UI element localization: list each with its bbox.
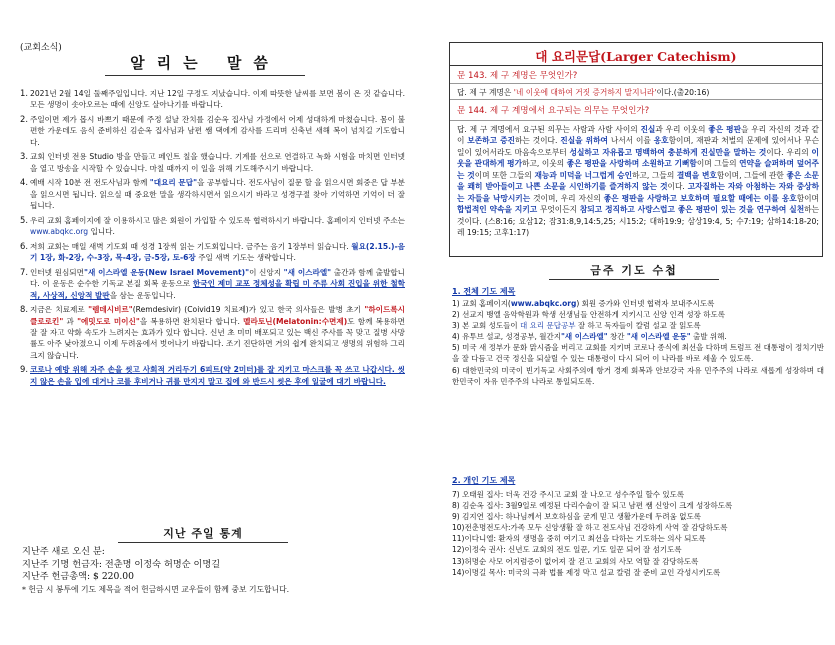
notice-number: 9. bbox=[20, 364, 28, 375]
answer-highlight: 이웃을 관대하게 평가 bbox=[457, 147, 819, 169]
stats-line: 지난주 새로 오신 분: bbox=[22, 546, 105, 557]
prayer-item bbox=[452, 309, 824, 320]
homepage-link[interactable]: www.abqkc.org bbox=[510, 299, 577, 308]
answer-highlight: 진실을 위하여 bbox=[560, 136, 608, 146]
divider bbox=[450, 99, 822, 100]
answer-highlight: 합법적인 약속을 지키고 bbox=[457, 205, 538, 215]
covid-notice-text: 코로나 예방 위해 자주 손을 씻고 사회적 거리두기 6피트(약 2미터)를 잘 지키고 마스크를 꼭 쓰고 나갑시다. 씻지 않은 손을 입에 대거나 코를 후비거나 귀를 만지지 말고 집에 와 반드시 씻은 후에 일굴에 대기 바랍니다. bbox=[30, 365, 405, 386]
prayer-highlight: 대 요리 문답공부 bbox=[519, 321, 576, 331]
notice-text: 을 삼는 운동입니다. bbox=[109, 290, 176, 300]
catechism-box bbox=[449, 42, 823, 257]
answer-text: 과 우리 이웃의 bbox=[655, 125, 709, 134]
answer-text: 나서서 이를 bbox=[607, 136, 654, 146]
prayer-text: 1) 교회 홈페이지( bbox=[452, 299, 511, 308]
answer-highlight: 재능과 미덕을 너그럽게 승인 bbox=[534, 170, 633, 180]
general-prayer-list bbox=[452, 298, 824, 387]
prayer-text: 창간 bbox=[607, 332, 627, 342]
notice-list bbox=[20, 88, 405, 390]
answer-144 bbox=[457, 124, 819, 239]
prayer-item: 9) 김지연 집사: 하나님께서 보호하심을 굳게 믿고 생활가운데 두려움 없도록 bbox=[452, 512, 702, 522]
notice-item bbox=[20, 364, 405, 387]
answer-text: 것이며, 우리 자신의 bbox=[530, 193, 604, 203]
answer-text: 무엇이든지 bbox=[537, 205, 580, 215]
answer-highlight: 좋은 평판을 사랑하며 소원하고 기뻐함 bbox=[566, 159, 697, 169]
reading-schedule: 월요(2.15.)-음기 1장, 화-2장, 수-3장, 목-4장, 금-5장, 토-6장 bbox=[30, 241, 405, 263]
drug-name: "렘데시비르" bbox=[88, 305, 133, 315]
notice-text: 2021년 2월 14일 둘째주일입니다. 지난 12일 구정도 지났습니다. 이제 따뜻한 날씨를 보면 봄이 온 것 같습니다. 모든 생명이 솟아오르는 때에 신앙도 살아나기를 바랍니다. bbox=[30, 89, 405, 110]
notice-text: (Remdesivir) (Coivid19 치료제)가 있고 한국 의사들은 발병 초기 bbox=[132, 305, 365, 315]
prayer-title: 금주 기도 수첩 bbox=[549, 262, 719, 280]
prayer-text: 출발 위해. bbox=[690, 332, 727, 342]
homepage-link[interactable]: www.abqkc.org bbox=[30, 227, 89, 237]
prayer-item bbox=[452, 365, 824, 387]
question-143: 문 143. 제 구 계명은 무엇인가? bbox=[457, 71, 578, 81]
answer-143 bbox=[457, 87, 819, 98]
drug-name: "하이드록시 클로로킨" bbox=[30, 305, 405, 326]
answer-text: 이다. 우리의 bbox=[766, 147, 812, 157]
notice-item bbox=[20, 151, 405, 174]
stats-title: 지난 주일 통계 bbox=[118, 525, 288, 543]
answer-highlight: 결백을 변호 bbox=[676, 170, 717, 180]
notice-text: 을 공부합니다. 전도사님이 질문 할 을 읽으시면 회중은 답 부분을 읽으시면 됩니다. 읽으실 때 중요한 말을 생각하시면서 읽으시기 바라고 성경구절 찾아 기억하면 기억이 더 잘 됩니다. bbox=[30, 178, 405, 211]
answer-highlight: 보존하고 증진 bbox=[467, 136, 515, 146]
notice-text: 예배 시작 10분 전 전도사님과 함께 bbox=[30, 178, 150, 188]
answer-text: 함이며, 재판과 처벌의 문제에 있어서나 무슨 일이 있어서라도 마음속으로부터 bbox=[457, 136, 820, 157]
notice-item bbox=[20, 267, 405, 301]
answer-text: 이며 그들의 bbox=[696, 159, 740, 169]
magazine-name: "새 이스라엘" bbox=[283, 267, 332, 277]
notice-number: 4. bbox=[20, 177, 28, 188]
notice-number: 2. bbox=[20, 114, 28, 124]
answer-text: 이며 또한 그들의 bbox=[474, 170, 535, 180]
prayer-item: 12)이정숙 권사: 신년도 교회의 전도 일꾼, 기도 일꾼 되어 잘 섬기도록 bbox=[452, 545, 682, 555]
notice-text: 주일 새벽 기도는 생략합니다. bbox=[195, 253, 296, 263]
divider bbox=[450, 65, 822, 66]
notice-item bbox=[20, 215, 405, 238]
prayer-item: 10)전춘명전도사:가족 모두 신앙생활 잘 하고 전도사님 건강하게 사역 잘 감당하도록 bbox=[452, 523, 728, 533]
notice-number: 1. bbox=[20, 88, 28, 98]
answer-text: 함이며, 그들에 관한 bbox=[716, 170, 787, 180]
stats-list bbox=[22, 546, 289, 596]
drug-name: "에밋도로 미이신" bbox=[77, 316, 140, 326]
question-144: 문 144. 제 구 계명에서 요구되는 의무는 무엇인가? bbox=[457, 106, 650, 116]
stats-note: * 헌금 시 봉투에 기도 제목을 적어 헌금하시면 교우들이 함께 중보 기도합니다. bbox=[22, 584, 290, 594]
prayer-item bbox=[452, 331, 824, 342]
notice-number: 5. bbox=[20, 214, 28, 225]
prayer-highlight: "새 이스라엘" bbox=[560, 332, 608, 342]
prayer-text: 5) 미국 새 정부가 문화 맑시즘을 버리고 교회를 지키며 코로나 종식에 최선을 다하며 트럼프 전 대통령이 정치기반을 잘 다듬고 건국 정신을 되살릴 수 있는 대통령이 다시 되어 이 나라를 바로 세울 수 있도록. bbox=[452, 343, 824, 364]
answer-text: 함이며 bbox=[796, 193, 819, 203]
notice-text: 인터넷 원심되면 bbox=[30, 267, 84, 277]
answer-text: 하고, 그들의 bbox=[632, 170, 677, 180]
notice-item bbox=[20, 88, 405, 111]
prayer-item: 7) 오태원 집사: 더욱 건강 주시고 교회 잘 나오고 성수주일 할수 있도록 bbox=[452, 490, 685, 499]
answer-highlight: 좋은 소문을 쾌히 받아들이고 나쁜 소문을 시인하기를 즐겨하지 않는 것 bbox=[457, 170, 819, 192]
notice-text: 도 함께 복용하면 잘 잘 자고 약화 속도가 느려지는 효과가 있다 합니다. 신년 초 미미 배포되고 있는 백신 주사를 꼭 맞고 질병 사망률도 아주 낮아졌으니 이제 두려움에서 벗어나기 바랍니다. 조기 진단하면 거의 쉽게 완치되고 생명의 위험하 그리 크지 않습니다. bbox=[30, 316, 405, 360]
answer-text: 하는 것이다. (스8:16; 요삼12; 잠31:8,9,14:5,25; 시15:2; 대하19:9; 삼상19:4, 5; 수7:19; 삼하14:18-20; 레 19:15; 고후1:17) bbox=[457, 205, 819, 238]
prayer-highlight: "새 이스라엘 운동" bbox=[626, 332, 691, 342]
answer-text: 답. 제 구 계명은 bbox=[457, 88, 514, 97]
prayer-text: ) 회원 증가와 인터넷 협력자 보내주시도록 bbox=[576, 299, 715, 308]
divider bbox=[450, 120, 822, 121]
answer-highlight: 성실하고 자유롭고 명백하여 충분하게 진실만을 말하는 것 bbox=[569, 147, 767, 157]
prayer-text: 4) 유투브 설교, 성경공부, 월간지 bbox=[452, 332, 561, 342]
answer-highlight: 좋은 평판 bbox=[708, 125, 741, 134]
notice-text: 우리 교회 홈페이지에 잘 이용하시고 많은 회원이 가입할 수 있도록 협력하시기 바랍니다. 홈페이지 인터넷 주소는 bbox=[30, 215, 405, 225]
movement-name: "새 이스라엘 운동(New Israel Movement)" bbox=[83, 267, 250, 277]
notice-number: 6. bbox=[20, 240, 28, 251]
answer-highlight: 좋은 평판을 사랑하고 보호하며 필요할 때에는 이를 옹호 bbox=[603, 193, 797, 203]
prayer-item bbox=[452, 298, 824, 309]
notice-text: 지금은 치료제로 bbox=[30, 305, 89, 315]
answer-text: 답. 제 구 계명에서 요구된 의무는 사람과 사람 사이의 bbox=[457, 125, 641, 134]
catechism-title: 대 요리문답(Larger Catechism) bbox=[535, 49, 737, 64]
notice-text: 출간과 함께 출발합니다. 이 운동은 순수한 기독교 본질 회복 운동으로 bbox=[30, 267, 406, 289]
notice-text: 교회 인터넷 전용 Studio 방을 만들고 페인트 칠을 했습니다. 기계를 선으로 연결하고 녹화 시험을 마치면 인터넷을 열고 방송을 시작할 수 있습니다. 마칠 때까지 이 일을 위해 기도해주시기 바랍니다. bbox=[30, 152, 405, 173]
prayer-text: 3) 본 교회 성도들이 bbox=[452, 321, 520, 331]
answer-highlight: '네 이웃에 대하여 거짓 증거하지 말지니라' bbox=[513, 88, 657, 97]
notice-item bbox=[20, 114, 405, 148]
notice-text: 입니다. bbox=[88, 227, 115, 237]
page-title: 알리는 말씀 bbox=[105, 52, 305, 76]
prayer-item: 14)이명길 목사: 미국의 극좌 법률 제정 막고 설교 칼럼 잘 준비 교인 각성시키도록 bbox=[452, 567, 721, 577]
prayer-text: 2) 선교지 뱅엘 음악학원과 학생 선생님들 안전하게 지키시고 신앙 인격 성장 하도록 bbox=[452, 310, 726, 320]
notice-text: 과 bbox=[63, 316, 78, 326]
movement-purpose: 한국인 제미 교포 정체성을 확립 미 주류 사회 진입을 위한 철학적, 사상적, 신앙적 발판 bbox=[30, 279, 405, 300]
prayer-text: 6) 대한민국의 미국이 빈기독교 사회주의에 항거 경제 회복과 안보강국 자유 민주주의 나라로 새롭게 성장하며 대한민국이 자유 민주주의 나라로 통일되도록. bbox=[452, 365, 824, 386]
answer-text: 이다.(출20:16) bbox=[656, 88, 710, 97]
answer-text: 하는 것이다. bbox=[514, 136, 561, 146]
stats-line: 지난주 헌금총액: $ 220.00 bbox=[22, 571, 134, 582]
drug-name: 멜라토닌(Melatonin:수면제) bbox=[243, 316, 348, 326]
notice-text: 주일이면 제가 몹시 바쁘기 때문에 주정 설날 잔치를 김순옥 집사님 가정에서 어제 성대하게 마쳤습니다. 몸이 불편한 가운데도 음식 준비하신 김순옥 집사님과 남편 쌤 댁에게 감사를 드리며 신축년 새해 복이 넘치길 기도합니다. bbox=[30, 115, 405, 147]
stats-line: 지난주 기명 헌금자: 전춘명 이정숙 허명순 이명길 bbox=[22, 558, 221, 570]
notice-item bbox=[20, 241, 405, 264]
answer-text: 을 우리 자신의 것과 같이 bbox=[457, 125, 819, 146]
divider bbox=[450, 83, 822, 84]
catechism-highlight: "대요리 문답" bbox=[149, 178, 198, 188]
notice-text: 저희 교회는 매일 새벽 기도회 때 성경 1장씩 읽는 기도회입니다. 금주는 음기 1장부터 읽습니다. bbox=[30, 241, 352, 251]
notice-text: 을 복용하면 완치된다 합니다. bbox=[139, 316, 244, 326]
answer-highlight: 연약을 슬퍼하며 덮어주는 것 bbox=[457, 159, 819, 180]
answer-highlight: 고자질하는 자와 아첨하는 자와 중상하는 자들을 낙망시키는 bbox=[457, 182, 819, 203]
notice-item bbox=[20, 177, 405, 211]
answer-text: 하고, 이웃의 bbox=[522, 159, 567, 169]
prayer-item: 13)허명순 사모 어지럼증이 없어져 잘 걷고 교회의 사모 역할 잘 감당하도록 bbox=[452, 556, 699, 566]
prayer-item bbox=[452, 320, 824, 331]
notice-item bbox=[20, 304, 405, 361]
answer-highlight: 참되고 정직하고 사랑스럽고 좋은 평판이 있는 것을 연구하여 실천 bbox=[579, 205, 805, 215]
answer-text: 이다. bbox=[667, 182, 688, 192]
prayer-item: 8) 김순옥 집사: 3월9일로 예정된 다리수술이 잘 되고 남편 쌤 신앙이 크게 성장하도록 bbox=[452, 501, 733, 511]
notice-text: 이 신앙지 bbox=[249, 267, 284, 277]
notice-number: 3. bbox=[20, 151, 28, 162]
answer-highlight: 진실 bbox=[640, 125, 656, 134]
prayer-item: 11)이다니엘: 환자의 생명을 중히 여기고 최선을 다하는 기도하는 의사 되도록 bbox=[452, 534, 706, 544]
prayer-text: 잘 하고 독자들이 칼럼 설교 잘 읽도록 bbox=[575, 321, 701, 331]
section-tag: (교회소식) bbox=[20, 43, 62, 53]
prayer-section-heading: 1. 전체 기도 제목 bbox=[452, 287, 516, 296]
answer-highlight: 옹호 bbox=[653, 136, 669, 146]
prayer-section-heading: 2. 개인 기도 제목 bbox=[452, 476, 516, 485]
personal-prayer-list bbox=[452, 489, 824, 578]
notice-number: 7. bbox=[20, 266, 28, 277]
notice-number: 8. bbox=[20, 304, 28, 315]
prayer-item bbox=[452, 342, 824, 364]
